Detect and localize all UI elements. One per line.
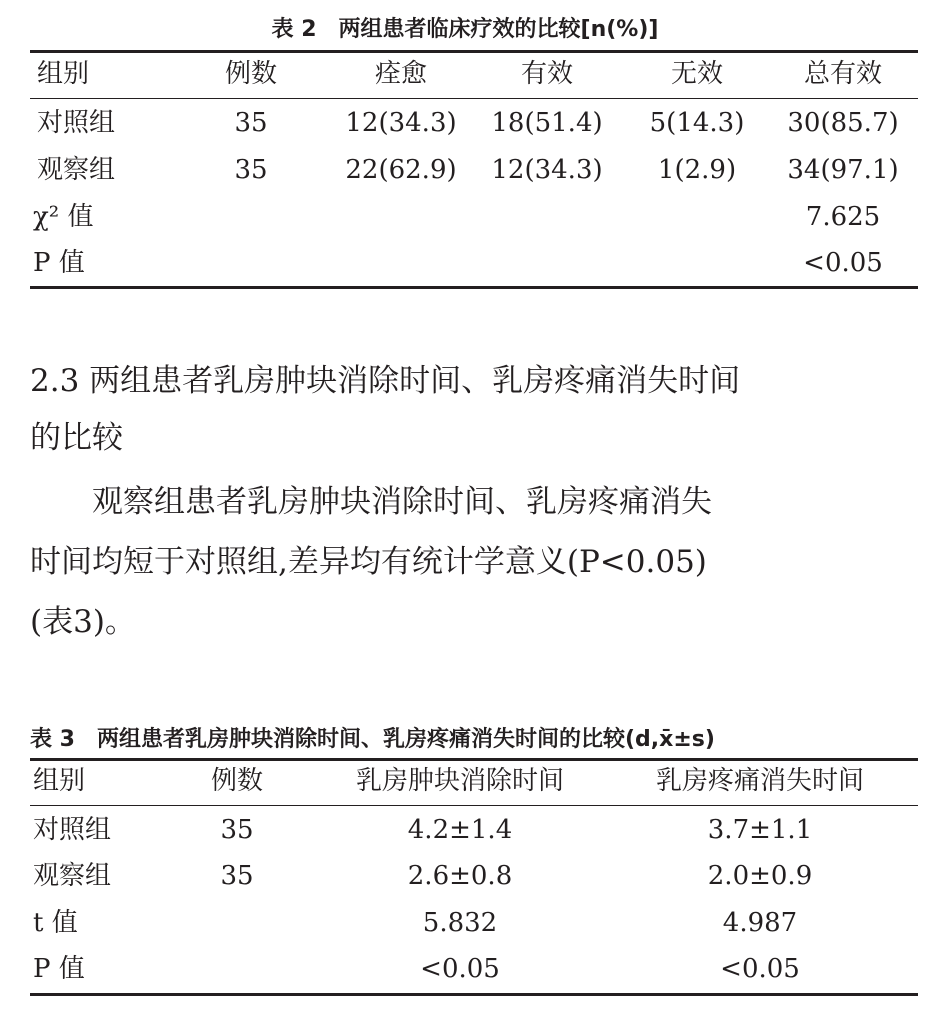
table3-row1-pain: 3.7±1.1 [707, 815, 813, 845]
paragraph-line3: (表3)。 [30, 604, 136, 640]
table3-caption: 表 3 两组患者乳房肿块消除时间、乳房疼痛消失时间的比较(d,x̄±s) [30, 727, 715, 752]
table2-header-effective: 有效 [520, 59, 574, 89]
table2-row2-total: 34(97.1) [787, 155, 899, 185]
table3-row1-count: 35 [220, 815, 254, 845]
table2-caption: 表 2 两组患者临床疗效的比较[n(%)] [271, 17, 659, 42]
table2-row1-ineffective: 5(14.3) [649, 108, 745, 138]
table3-p-pain: <0.05 [720, 954, 800, 984]
table3-header-pain-time: 乳房疼痛消失时间 [655, 766, 865, 796]
table2-header-count: 例数 [224, 59, 278, 89]
table3-row2-mass: 2.6±0.8 [407, 861, 513, 891]
table2-header-ineffective: 无效 [670, 59, 724, 89]
table2-row1-total: 30(85.7) [787, 108, 899, 138]
table2-chi-label: χ² 值 [33, 202, 94, 232]
table3-row2-group: 观察组 [33, 861, 112, 891]
table2-row1-effective: 18(51.4) [491, 108, 603, 138]
table3-row2-count: 35 [220, 861, 254, 891]
table2-p-value: <0.05 [803, 248, 883, 278]
table2-row1-cured: 12(34.3) [345, 108, 457, 138]
table3-t-mass: 5.832 [422, 908, 498, 938]
table3-t-label: t 值 [33, 908, 78, 938]
table3-row2-pain: 2.0±0.9 [707, 861, 813, 891]
table3-row1-group: 对照组 [33, 815, 112, 845]
table3-bottom-rule [30, 993, 918, 996]
table2-row1-count: 35 [234, 108, 268, 138]
table3-header-group: 组别 [33, 766, 86, 796]
table3-top-rule [30, 758, 918, 761]
table2-row2-group: 观察组 [37, 155, 116, 185]
paragraph-text-1: 观察组患者乳房肿块消除时间、乳房疼痛消失 [92, 484, 712, 520]
table2-bottom-rule [30, 286, 918, 289]
table3-row1-mass: 4.2±1.4 [407, 815, 513, 845]
table2-row1-group: 对照组 [37, 108, 116, 138]
table3-header-rule [30, 805, 918, 806]
section-heading-line2: 的比较 [30, 420, 123, 456]
table2-row2-count: 35 [234, 155, 268, 185]
table2-p-label: P 值 [33, 248, 85, 278]
table2-header-rule [30, 98, 918, 99]
table3-header-mass-time: 乳房肿块消除时间 [355, 766, 565, 796]
section-heading-line1: 2.3 两组患者乳房肿块消除时间、乳房疼痛消失时间 [30, 363, 741, 399]
table2-chi-value: 7.625 [805, 202, 881, 232]
table2-row2-cured: 22(62.9) [345, 155, 457, 185]
table2-header-cured: 痊愈 [374, 59, 428, 89]
table3-p-label: P 值 [33, 954, 85, 984]
table3-t-pain: 4.987 [722, 908, 798, 938]
table2-header-group: 组别 [37, 59, 90, 89]
table2-row2-effective: 12(34.3) [491, 155, 603, 185]
paragraph-line2: 时间均短于对照组,差异均有统计学意义(P<0.05) [30, 544, 707, 580]
paragraph-line1 [30, 474, 915, 531]
table3-p-mass: <0.05 [420, 954, 500, 984]
table2-row2-ineffective: 1(2.9) [657, 155, 737, 185]
table2-header-total-effective: 总有效 [803, 59, 883, 89]
table2-top-rule [30, 50, 918, 53]
table3-header-count: 例数 [210, 766, 264, 796]
